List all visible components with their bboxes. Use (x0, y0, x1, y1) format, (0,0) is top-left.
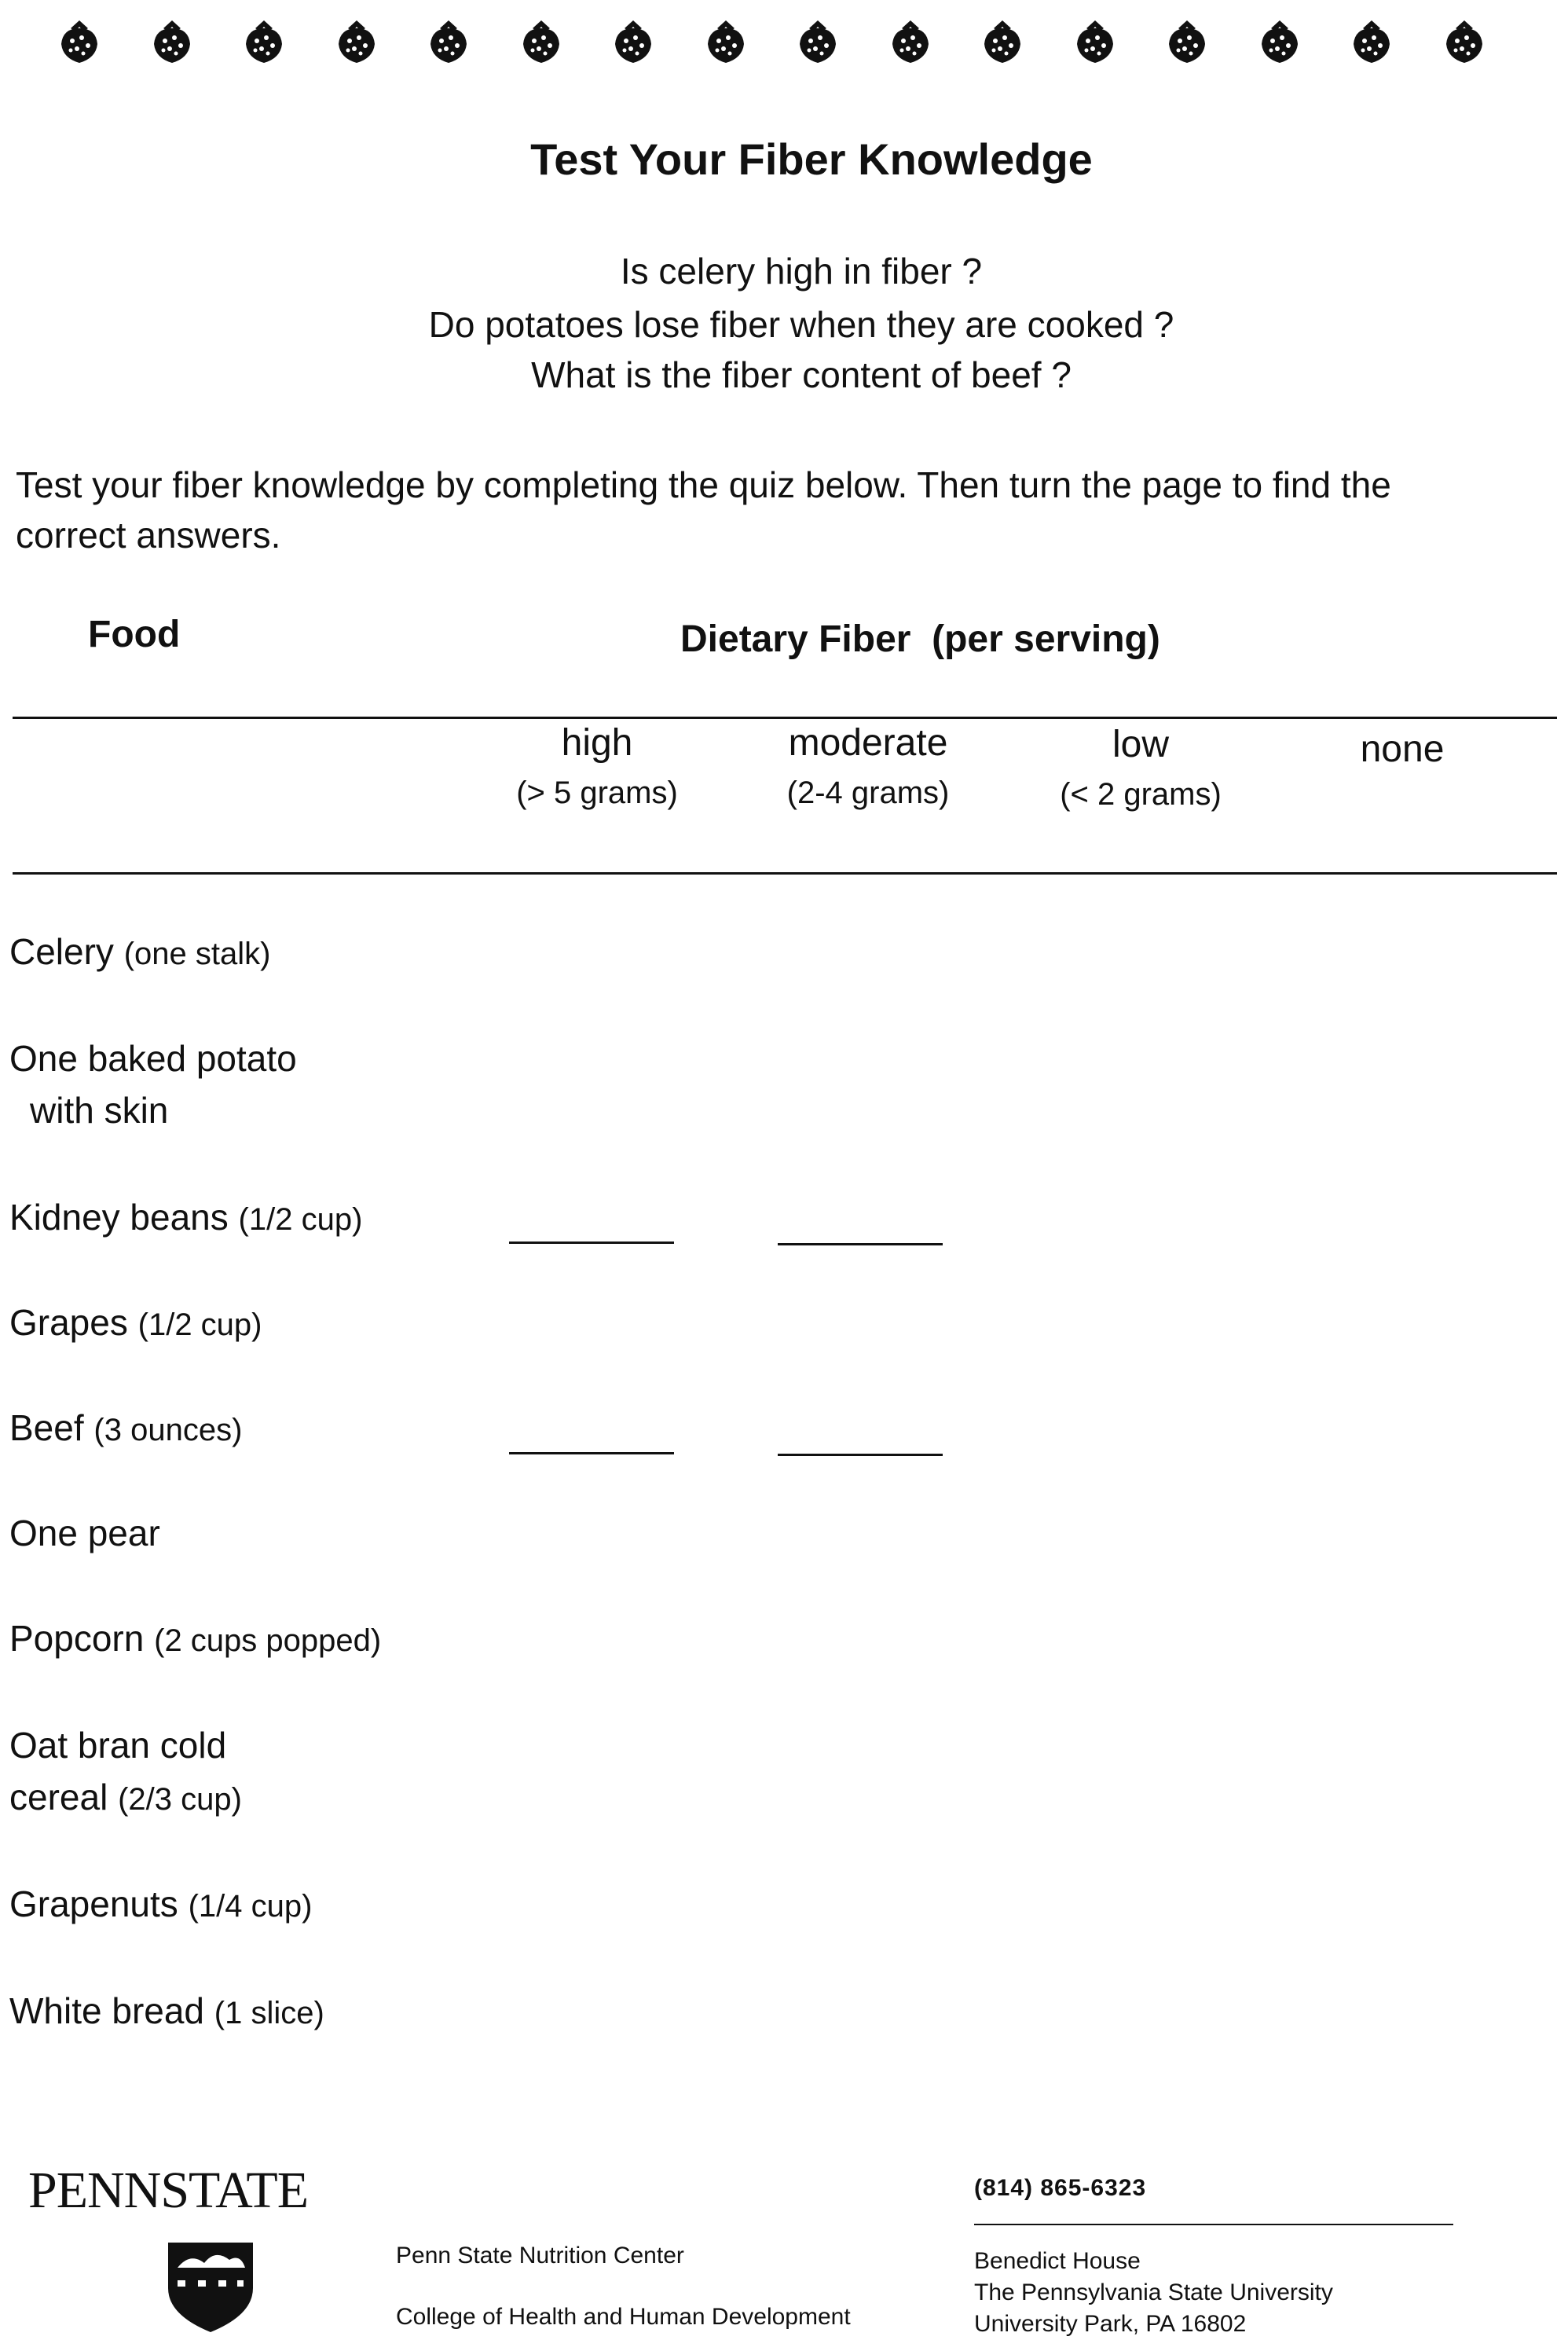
strawberry-icon (148, 17, 196, 66)
food-serving: (one stalk) (123, 937, 271, 971)
address-line-1: Benedict House (974, 2248, 1141, 2274)
food-serving: (1/2 cup) (137, 1308, 262, 1342)
header-rule-bottom (13, 872, 1557, 875)
food-serving: (2/3 cup) (118, 1782, 242, 1817)
column-low-name: low (1112, 724, 1170, 765)
food-name-line2: cereal (9, 1777, 108, 1817)
food-name: White bread (9, 1990, 205, 2031)
food-name: One baked potato (9, 1038, 297, 1079)
phone-number: (814) 865-6323 (974, 2175, 1147, 2201)
column-none (1300, 728, 1504, 771)
column-high-name: high (561, 722, 633, 764)
college-name: College of Health and Human Development (396, 2304, 851, 2330)
question-3: What is the fiber content of beef ? (531, 354, 1072, 395)
column-high-range: (> 5 grams) (516, 776, 678, 810)
column-high (495, 721, 699, 811)
food-name-line2: with skin (30, 1090, 169, 1131)
pennstate-logo-text: PENNSTATE (28, 2162, 309, 2219)
strawberry-icon (702, 17, 750, 66)
food-name: Grapenuts (9, 1883, 178, 1924)
food-row-celery (9, 926, 270, 980)
food-name: Oat bran cold (9, 1725, 227, 1766)
food-row-grapes (9, 1297, 262, 1351)
footer-rule (974, 2224, 1453, 2225)
food-header: Food (88, 614, 181, 655)
food-row-white-bread (9, 1985, 324, 2039)
food-name: Popcorn (9, 1618, 145, 1659)
question-1: Is celery high in fiber ? (620, 251, 983, 292)
food-serving: (1/4 cup) (188, 1889, 313, 1924)
address-line-2: The Pennsylvania State University (974, 2279, 1333, 2305)
food-serving: (1/2 cup) (238, 1202, 363, 1237)
answer-blank[interactable] (509, 1452, 674, 1454)
column-none-name: none (1360, 728, 1445, 770)
food-name: One pear (9, 1513, 160, 1553)
strawberry-icon (609, 17, 658, 66)
page-title: Test Your Fiber Knowledge (530, 134, 1093, 184)
food-row-popcorn (9, 1612, 381, 1667)
strawberry-icon (978, 17, 1027, 66)
food-row-beef (9, 1402, 242, 1456)
question-2: Do potatoes lose fiber when they are cooked ? (428, 304, 1174, 345)
food-row-pear (9, 1507, 160, 1559)
strawberry-icon (1440, 17, 1489, 66)
strawberry-icon (886, 17, 935, 66)
strawberry-icon (793, 17, 842, 66)
strawberry-icon (1255, 17, 1304, 66)
food-serving: (3 ounces) (93, 1413, 243, 1447)
column-moderate (766, 721, 970, 811)
answer-blank[interactable] (778, 1243, 943, 1245)
column-moderate-range: (2-4 grams) (786, 776, 950, 810)
food-serving: (1 slice) (214, 1996, 324, 2030)
strawberry-icon (517, 17, 566, 66)
column-moderate-name: moderate (788, 722, 948, 764)
strawberry-icon (332, 17, 381, 66)
food-row-potato (9, 1032, 297, 1136)
header-rule-top (13, 717, 1557, 719)
food-name: Beef (9, 1407, 84, 1448)
nutrition-center: Penn State Nutrition Center (396, 2243, 684, 2268)
answer-blank[interactable] (509, 1242, 674, 1244)
strawberry-icon (240, 17, 288, 66)
strawberry-icon (1163, 17, 1211, 66)
strawberry-border (55, 17, 1532, 72)
column-low-range: (< 2 grams) (1060, 777, 1222, 812)
answer-blank[interactable] (778, 1454, 943, 1456)
food-name: Celery (9, 931, 114, 972)
intro-text: Test your fiber knowledge by completing the quiz below. Then turn the page to find the correct answers. (16, 464, 1391, 556)
food-row-grapenuts (9, 1878, 312, 1932)
fiber-header: Dietary Fiber (per serving) (680, 618, 1160, 660)
strawberry-icon (1347, 17, 1396, 66)
strawberry-icon (1071, 17, 1119, 66)
penn-state-shield-icon (163, 2236, 258, 2334)
food-row-kidney-beans (9, 1191, 362, 1245)
strawberry-icon (424, 17, 473, 66)
address-line-3: University Park, PA 16802 (974, 2311, 1247, 2337)
address-block (974, 2246, 1333, 2340)
food-name: Kidney beans (9, 1197, 229, 1238)
column-low (1039, 723, 1243, 812)
food-serving: (2 cups popped) (154, 1623, 382, 1658)
food-name: Grapes (9, 1302, 128, 1343)
strawberry-icon (55, 17, 104, 66)
food-row-oat-bran (9, 1719, 242, 1825)
